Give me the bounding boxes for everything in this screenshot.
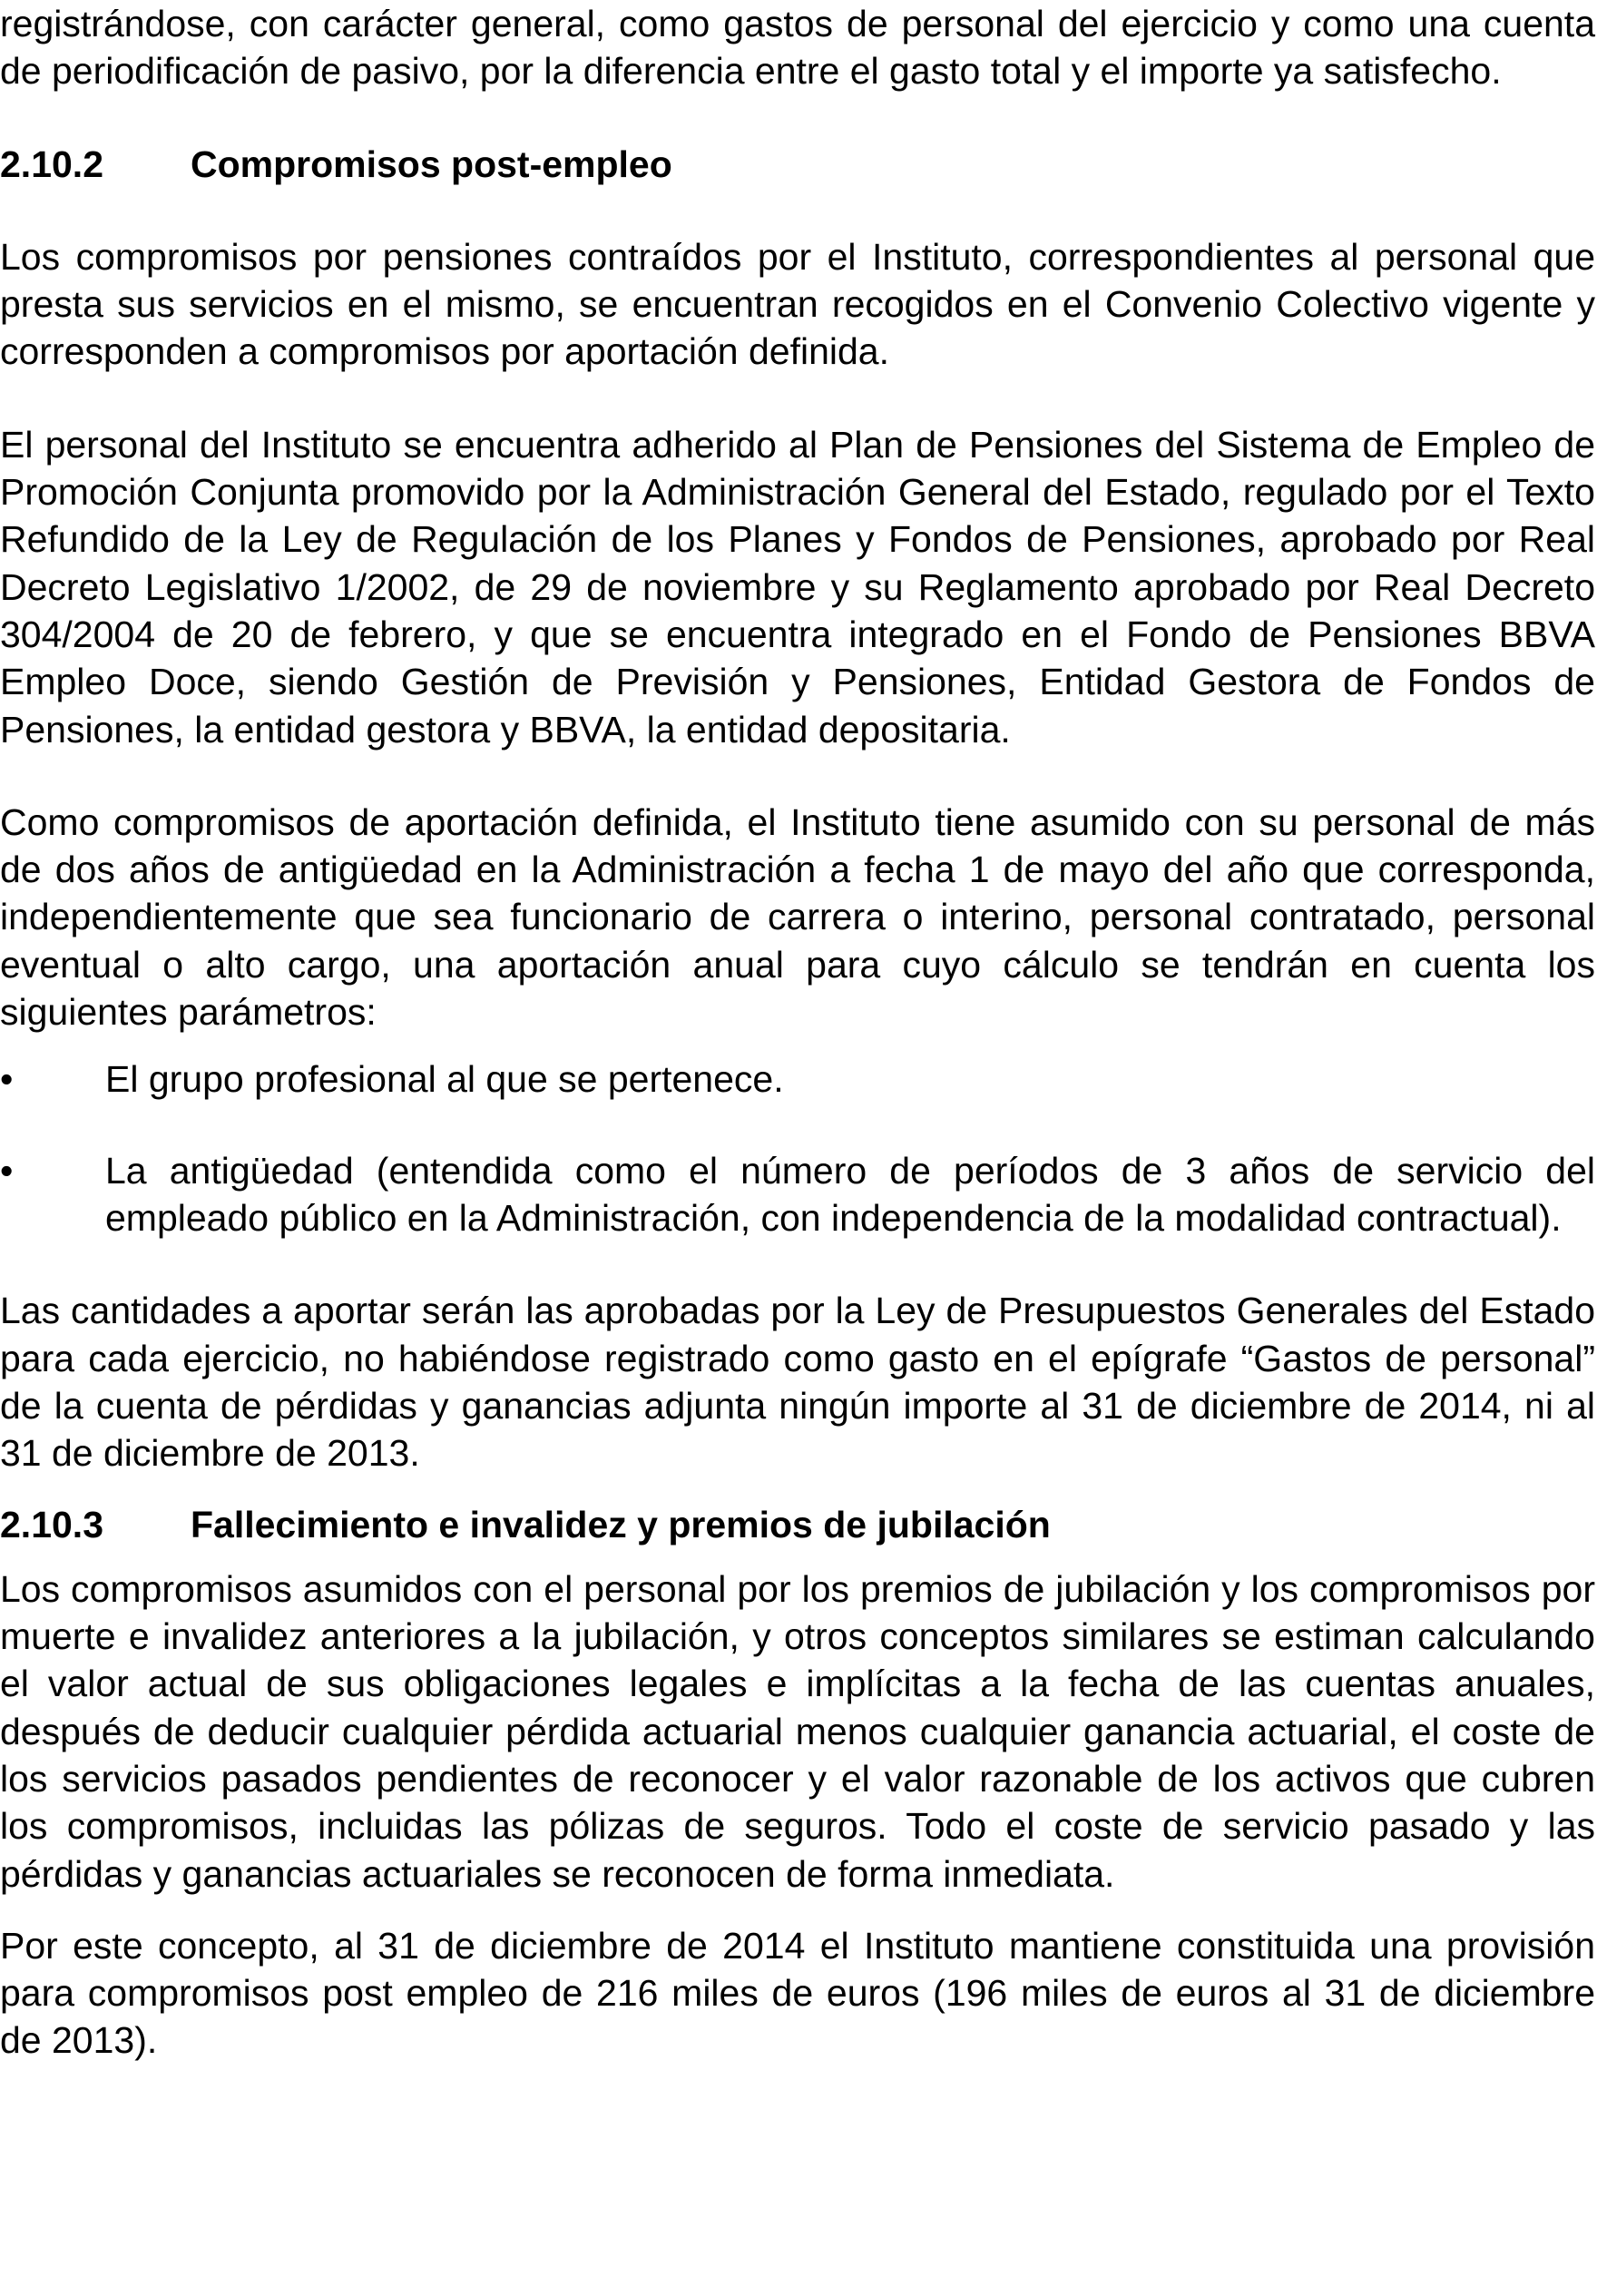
list-item-text: El grupo profesional al que se pertenece. bbox=[105, 1058, 784, 1101]
paragraph-contribution-amounts: Las cantidades a aportar serán las aprobadas por la Ley de Presupuestos Generales del Estado para cada ejercicio, no habiéndose registrado como gasto en el epígrafe “Gastos de personal” de la cuenta de pérdidas y ganancias adjunta ningún importe al 31 de diciembre de 2014, ni al 31 de diciembre de 2013. bbox=[0, 1290, 1595, 1475]
section-title: Compromisos post-empleo bbox=[191, 142, 672, 185]
paragraph-provision: Por este concepto, al 31 de diciembre de 2014 el Instituto mantiene constituida una provisión para compromisos post empleo de 216 miles de euros (196 miles de euros al 31 de diciembre de 2013). bbox=[0, 1924, 1595, 2062]
paragraph-retirement-awards: Los compromisos asumidos con el personal por los premios de jubilación y los compromisos por muerte e invalidez anteriores a la jubilación, y otros conceptos similares se estiman calculando el valor actual de sus obligaciones legales e implícitas a la fecha de las cuentas anuales, después de deducir cualquier pérdida actuarial menos cualquier ganancia actuarial, el coste de los servicios pasados pendientes de reconocer y el valor razonable de los activos que cubren los compromisos, incluidas las pólizas de seguros. Todo el coste de servicio pasado y las pérdidas y ganancias actuariales se reconocen de forma inmediata. bbox=[0, 1567, 1595, 1895]
section-title: Fallecimiento e invalidez y premios de jubilación bbox=[191, 1504, 1051, 1546]
section-number: 2.10.2 bbox=[0, 142, 103, 185]
section-number: 2.10.3 bbox=[0, 1504, 103, 1546]
bullet-icon: • bbox=[0, 1149, 14, 1192]
paragraph-pension-commitments: Los compromisos por pensiones contraídos por el Instituto, correspondientes al personal que presta sus servicios en el mismo, se encuentran recogidos en el Convenio Colectivo vigente y corresponden a compromisos por aportación definida. bbox=[0, 235, 1595, 373]
paragraph-pension-plan: El personal del Instituto se encuentra adherido al Plan de Pensiones del Sistema de Empleo de Promoción Conjunta promovido por la Administración General del Estado, regulado por el Texto Refundido de la Ley de Regulación de los Planes y Fondos de Pensiones, aprobado por Real Decreto Legislativo 1/2002, de 29 de noviembre y su Reglamento aprobado por Real Decreto 304/2004 de 20 de febrero, y que se encuentra integrado en el Fondo de Pensiones BBVA Empleo Doce, siendo Gestión de Previsión y Pensiones, Entidad Gestora de Fondos de Pensiones, la entidad gestora y BBVA, la entidad depositaria. bbox=[0, 423, 1595, 751]
paragraph-defined-contribution: Como compromisos de aportación definida, el Instituto tiene asumido con su personal de más de dos años de antigüedad en la Administración a fecha 1 de mayo del año que corresponda, independientemente que sea funcionario de carrera o interino, personal contratado, personal eventual o alto cargo, una aportación anual para cuyo cálculo se tendrán en cuenta los siguientes parámetros: bbox=[0, 800, 1595, 1034]
paragraph-intro: registrándose, con carácter general, como gastos de personal del ejercicio y como una cuenta de periodificación de pasivo, por la diferencia entre el gasto total y el importe ya satisfecho. bbox=[0, 3, 1595, 93]
parameter-list bbox=[0, 1055, 1595, 1241]
list-item bbox=[0, 1147, 1595, 1242]
section-heading-2-10-3 bbox=[0, 1501, 1595, 1548]
section-heading-2-10-2 bbox=[0, 141, 1595, 188]
list-item-text: La antigüedad (entendida como el número de períodos de 3 años de servicio del empleado público en la Administración, con independencia de la modalidad contractual). bbox=[105, 1149, 1595, 1239]
bullet-icon: • bbox=[0, 1058, 14, 1101]
list-item bbox=[0, 1055, 1595, 1103]
